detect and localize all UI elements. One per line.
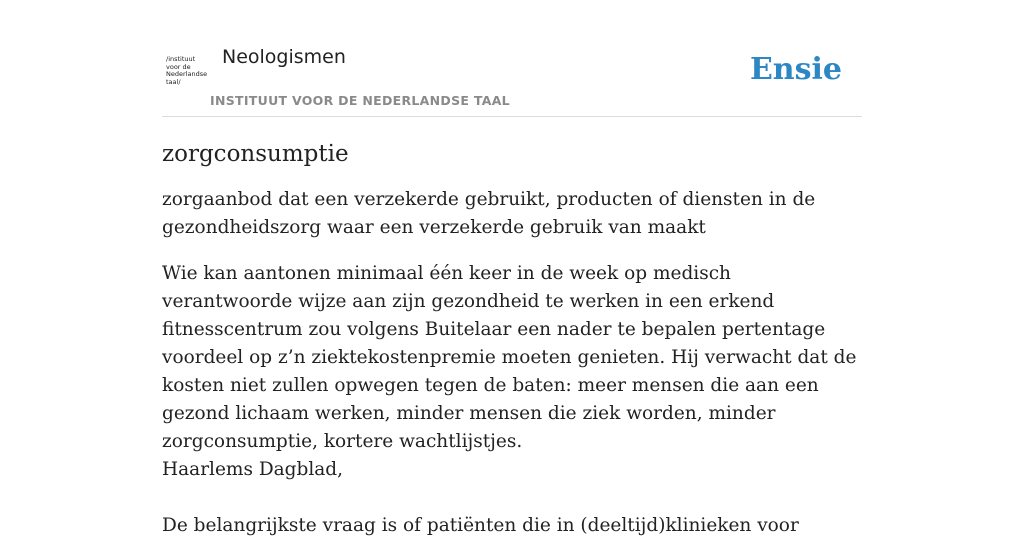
ensie-logo[interactable]: Ensie	[749, 52, 842, 87]
example-text: Wie kan aantonen minimaal één keer in de week op medisch verantwoorde wijze aan zijn gezondheid te werken in een erkend fitnesscentrum zou volgens Buitelaar een nader te bepalen pertentage voordeel op z’n ziektekostenpremie moeten genieten. Hij verwacht dat de kosten niet zullen opwegen tegen de baten: meer mensen die aan een gezond lichaam werken, minder mensen die ziek worden, minder zorgconsumptie, kortere wachtlijstjes.	[162, 263, 857, 452]
site-subtitle: INSTITUUT VOOR DE NEDERLANDSE TAAL	[210, 93, 510, 108]
example-quote	[162, 512, 862, 540]
example-source: Haarlems Dagblad,	[162, 459, 344, 480]
example-quote	[162, 260, 862, 484]
entry-content	[162, 136, 862, 540]
site-title[interactable]: Neologismen	[222, 46, 346, 68]
entry-definition: zorgaanbod dat een verzekerde gebruikt, producten of diensten in de gezondheidszorg waar een verzekerde gebruik van maakt	[162, 189, 816, 238]
ivdnt-logo[interactable]: /instituut voor de Nederlandse taal/	[166, 55, 208, 86]
site-header	[162, 0, 862, 117]
example-text: De belangrijkste vraag is of patiënten die in (deeltijd)klinieken voor	[162, 515, 799, 536]
entry-term: zorgconsumptie	[162, 141, 349, 167]
